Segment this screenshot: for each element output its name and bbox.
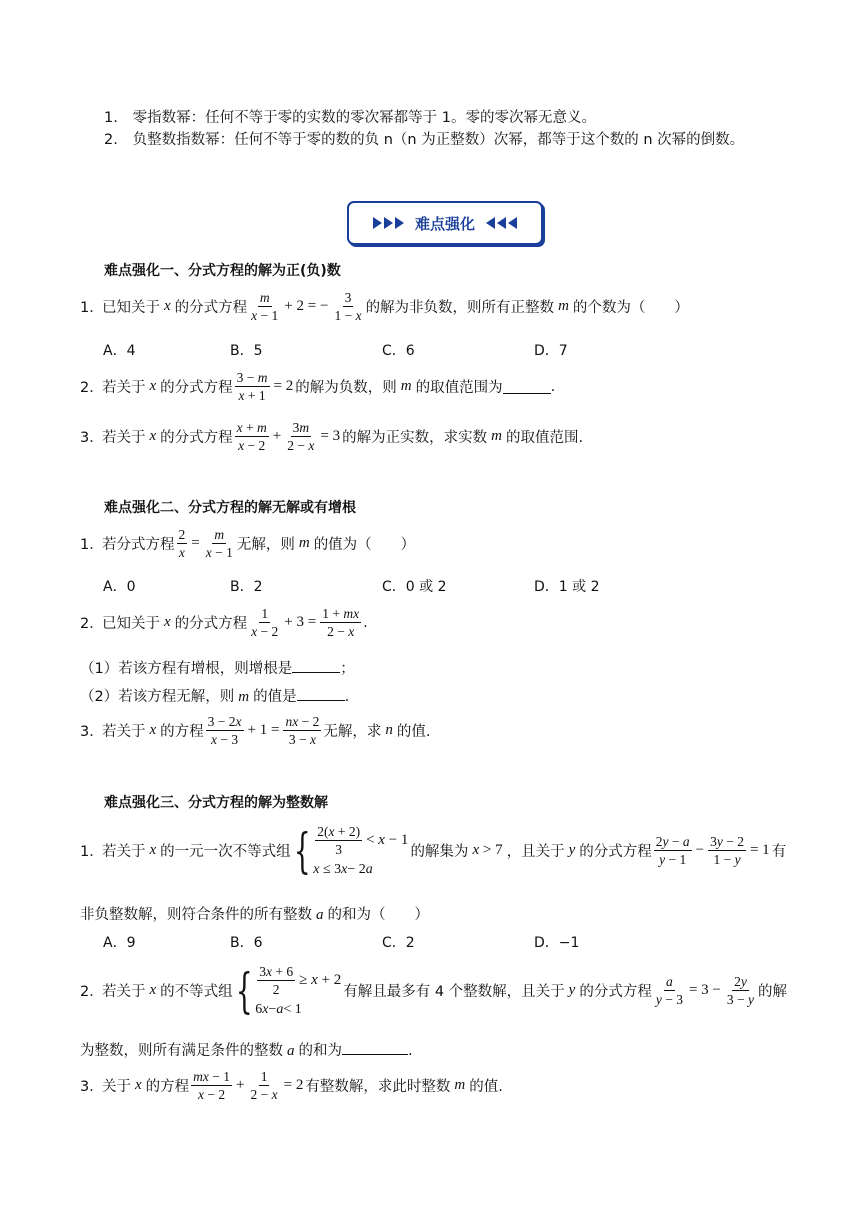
question-text: 的方程 bbox=[160, 724, 204, 740]
fraction: $\frac{2y}{3 - y}$ bbox=[726, 974, 755, 1007]
question-text: （2）若该方程无解，则 bbox=[80, 689, 235, 705]
option-b[interactable]: B．5 bbox=[230, 343, 263, 359]
question-text: 的值. bbox=[396, 724, 431, 740]
question-number: 1． bbox=[80, 537, 104, 553]
question-text: 的和为（ ） bbox=[327, 907, 429, 923]
fraction: $\frac{2}{x}$ bbox=[178, 527, 186, 560]
right-arrows-icon bbox=[372, 217, 405, 229]
fraction: $\frac{2y - a}{y - 1}$ bbox=[655, 834, 690, 867]
question-text: 的解 bbox=[758, 984, 788, 1000]
question-text: . bbox=[408, 1043, 413, 1059]
s3-question-1: 1． 若关于 x 的一元一次不等式组 { $\frac{2(x + 2)}{3}$ < x − 1 x ≤ 3 x − 2 a 的解集为 x > 7 ，且关于 y 的分式方程 $\frac{2y - a}{y - 1}$ − $\frac{3y - 2}{1 - y}$ = 1 有 bbox=[80, 822, 787, 879]
question-text: 无解，求 bbox=[323, 724, 382, 740]
option-a[interactable]: A．4 bbox=[103, 343, 136, 359]
s3-question-2: 2． 若关于 x 的不等式组 { $\frac{3x + 6}{2}$ ≥ x + 2 6 x − a < 1 有解且最多有 4 个整数解，且关于 y 的分式方程 $\frac{a}{y - 3}$ = 3 − $\frac{2y}{3 - y}$ 的解 bbox=[80, 962, 788, 1019]
question-text: 的分式方程 bbox=[174, 300, 248, 316]
question-text: 关于 bbox=[102, 1079, 131, 1095]
s2-question-2-part-2: （2）若该方程无解，则 m 的值是 . bbox=[80, 685, 349, 706]
question-text: 若关于 bbox=[102, 430, 146, 446]
section2-heading: 难点强化二、分式方程的解无解或有增根 bbox=[104, 500, 356, 516]
s3-question-2-cont: 为整数，则所有满足条件的整数 a 的和为 . bbox=[80, 1039, 413, 1060]
fraction: $\frac{3}{1 - x}$ bbox=[334, 290, 362, 323]
list-text: 负整数指数幂：任何不等于零的数的负 n（n 为正整数）次幂，都等于这个数的 n 次幂的倒数。 bbox=[132, 132, 745, 148]
question-text: 的个数为（ ） bbox=[572, 300, 689, 316]
option-c[interactable]: C．6 bbox=[382, 343, 415, 359]
question-text: 若关于 bbox=[102, 984, 146, 1000]
fraction: $\frac{1}{x - 2}$ bbox=[251, 606, 279, 639]
question-text: 的分式方程 bbox=[174, 616, 248, 632]
question-text: 的值. bbox=[469, 1079, 503, 1095]
intro-item-2 bbox=[104, 128, 744, 149]
question-text: 的分式方程 bbox=[160, 430, 233, 446]
question-number: 3． bbox=[80, 430, 104, 446]
left-arrows-icon bbox=[485, 217, 518, 229]
s2-question-1: 1． 若分式方程 $\frac{2}{x}$ = $\frac{m}{x - 1}$ 无解，则 m 的值为（ ） bbox=[80, 527, 416, 560]
question-text: 非负整数解，则符合条件的所有整数 bbox=[80, 907, 312, 923]
question-text: 已知关于 bbox=[102, 300, 160, 316]
list-number: 2. bbox=[104, 132, 118, 148]
list-text: 零指数幂：任何不等于零的实数的零次幂都等于 1。零的零次幂无意义。 bbox=[132, 110, 596, 126]
fraction: $\frac{mx - 1}{x - 2}$ bbox=[193, 1069, 231, 1102]
question-number: 1． bbox=[80, 300, 104, 316]
brace-icon: { bbox=[235, 962, 253, 1019]
question-text: 有解且最多有 4 个整数解，且关于 bbox=[343, 984, 565, 1000]
option-a[interactable]: A．9 bbox=[103, 935, 136, 951]
question-text: 无解，则 bbox=[236, 537, 295, 553]
s2-question-2-part-1 bbox=[80, 657, 355, 678]
question-text: 若关于 bbox=[102, 724, 146, 740]
question-text: 的取值范围为 bbox=[415, 380, 503, 396]
question-text: 若关于 bbox=[102, 844, 146, 860]
question-text: 的解为非负数，则所有正整数 bbox=[365, 300, 555, 316]
fraction: $\frac{3m}{2 - x}$ bbox=[287, 420, 315, 453]
s3-question-3: 3． 关于 x 的方程 $\frac{mx - 1}{x - 2}$ + $\frac{1}{2 - x}$ = 2 有整数解，求此时整数 m 的值. bbox=[80, 1069, 503, 1102]
answer-blank[interactable] bbox=[292, 658, 340, 673]
fraction: $\frac{3y - 2}{1 - y}$ bbox=[710, 834, 744, 867]
question-text: 的不等式组 bbox=[160, 984, 233, 1000]
question-text: 为整数，则所有满足条件的整数 bbox=[80, 1043, 283, 1059]
s2-question-3: 3． 若关于 x 的方程 $\frac{3 - 2x}{x - 3}$ + 1 = $\frac{nx - 2}{3 - x}$ 无解，求 n 的值. bbox=[80, 714, 431, 747]
question-text: 若关于 bbox=[102, 380, 146, 396]
inequality-system: { $\frac{2(x + 2)}{3}$ < x − 1 x ≤ 3 x − 2 a bbox=[293, 822, 409, 879]
s1-question-2: 2． 若关于 x 的分式方程 $\frac{3 - m}{x + 1}$ = 2 的解为负数，则 m 的取值范围为 . bbox=[80, 370, 556, 403]
brace-icon: { bbox=[293, 822, 311, 879]
section3-heading: 难点强化三、分式方程的解为整数解 bbox=[104, 795, 328, 811]
question-text: 有 bbox=[771, 844, 787, 860]
s1-question-3: 3． 若关于 x 的分式方程 $\frac{x + m}{x - 2}$ + $\frac{3m}{2 - x}$ = 3 的解为正实数，求实数 m 的取值范围. bbox=[80, 420, 584, 453]
s2-question-2: 2． 已知关于 x 的分式方程 $\frac{1}{x - 2}$ + 3 = $\frac{1 + mx}{2 - x}$ . bbox=[80, 606, 368, 639]
question-text: 的一元一次不等式组 bbox=[160, 844, 291, 860]
question-number: 2． bbox=[80, 380, 104, 396]
question-number: 3． bbox=[80, 1079, 104, 1095]
question-text: 的值为（ ） bbox=[313, 537, 416, 553]
question-text: . bbox=[550, 378, 556, 395]
s1-question-1: 1． 已知关于 x 的分式方程 $\frac{m}{x - 1}$ + 2 = − $\frac{3}{1 - x}$ 的解为非负数，则所有正整数 m 的个数为（ ） bbox=[80, 290, 689, 323]
option-c[interactable]: C．2 bbox=[382, 935, 415, 951]
question-text: 的解为负数，则 bbox=[295, 380, 397, 396]
answer-blank[interactable] bbox=[297, 686, 345, 701]
section1-heading: 难点强化一、分式方程的解为正(负)数 bbox=[104, 263, 341, 279]
question-number: 1． bbox=[80, 844, 104, 860]
question-text: （1）若该方程有增根，则增根是 bbox=[80, 661, 293, 677]
list-number: 1. bbox=[104, 110, 118, 126]
s3-question-1-cont: 非负整数解，则符合条件的所有整数 a 的和为（ ） bbox=[80, 907, 429, 923]
intro-item-1 bbox=[104, 106, 596, 127]
question-text: ，且关于 bbox=[506, 844, 565, 860]
question-text: . bbox=[363, 614, 368, 631]
fraction: $\frac{1 + mx}{2 - x}$ bbox=[322, 606, 360, 639]
option-b[interactable]: B．6 bbox=[230, 935, 263, 951]
question-number: 2． bbox=[80, 984, 104, 1000]
answer-blank[interactable] bbox=[503, 379, 551, 394]
fraction: $\frac{nx - 2}{3 - x}$ bbox=[285, 714, 320, 747]
fraction: $\frac{x + m}{x - 2}$ bbox=[236, 420, 267, 453]
option-d[interactable]: D．−1 bbox=[534, 935, 580, 951]
question-text: ； bbox=[340, 661, 355, 677]
option-d[interactable]: D．1 或 2 bbox=[534, 579, 600, 595]
question-text: 的分式方程 bbox=[579, 984, 652, 1000]
question-text: 的取值范围. bbox=[505, 430, 584, 446]
answer-blank[interactable] bbox=[342, 1040, 408, 1055]
question-text: 已知关于 bbox=[102, 616, 160, 632]
fraction: $\frac{m}{x - 1}$ bbox=[205, 527, 233, 560]
fraction: $\frac{3 - m}{x + 1}$ bbox=[236, 370, 268, 403]
banner-title: 难点强化 bbox=[414, 214, 475, 233]
section-banner bbox=[347, 201, 543, 245]
question-text: 的和为 bbox=[298, 1043, 342, 1059]
question-text: 的方程 bbox=[145, 1079, 190, 1095]
fraction: $\frac{3 - 2x}{x - 3}$ bbox=[207, 714, 242, 747]
question-text: 的分式方程 bbox=[160, 380, 233, 396]
fraction: $\frac{1}{2 - x}$ bbox=[250, 1069, 278, 1102]
question-text: 有整数解，求此时整数 bbox=[305, 1079, 451, 1095]
fraction: $\frac{a}{y - 3}$ bbox=[655, 974, 683, 1007]
question-number: 2． bbox=[80, 616, 104, 632]
option-c[interactable]: C．0 或 2 bbox=[382, 579, 447, 595]
inequality-system: { $\frac{3x + 6}{2}$ ≥ x + 2 6 x − a < 1 bbox=[235, 962, 342, 1019]
question-text: 的解为正实数，求实数 bbox=[342, 430, 488, 446]
question-number: 3． bbox=[80, 724, 104, 740]
option-a[interactable]: A．0 bbox=[103, 579, 136, 595]
question-text: 的解集为 bbox=[410, 844, 469, 860]
question-text: 的分式方程 bbox=[579, 844, 652, 860]
question-text: . bbox=[344, 689, 350, 705]
option-b[interactable]: B．2 bbox=[230, 579, 263, 595]
fraction: $\frac{m}{x - 1}$ bbox=[251, 290, 279, 323]
question-text: 的值是 bbox=[253, 689, 297, 705]
option-d[interactable]: D．7 bbox=[534, 343, 568, 359]
question-text: 若分式方程 bbox=[102, 537, 175, 553]
